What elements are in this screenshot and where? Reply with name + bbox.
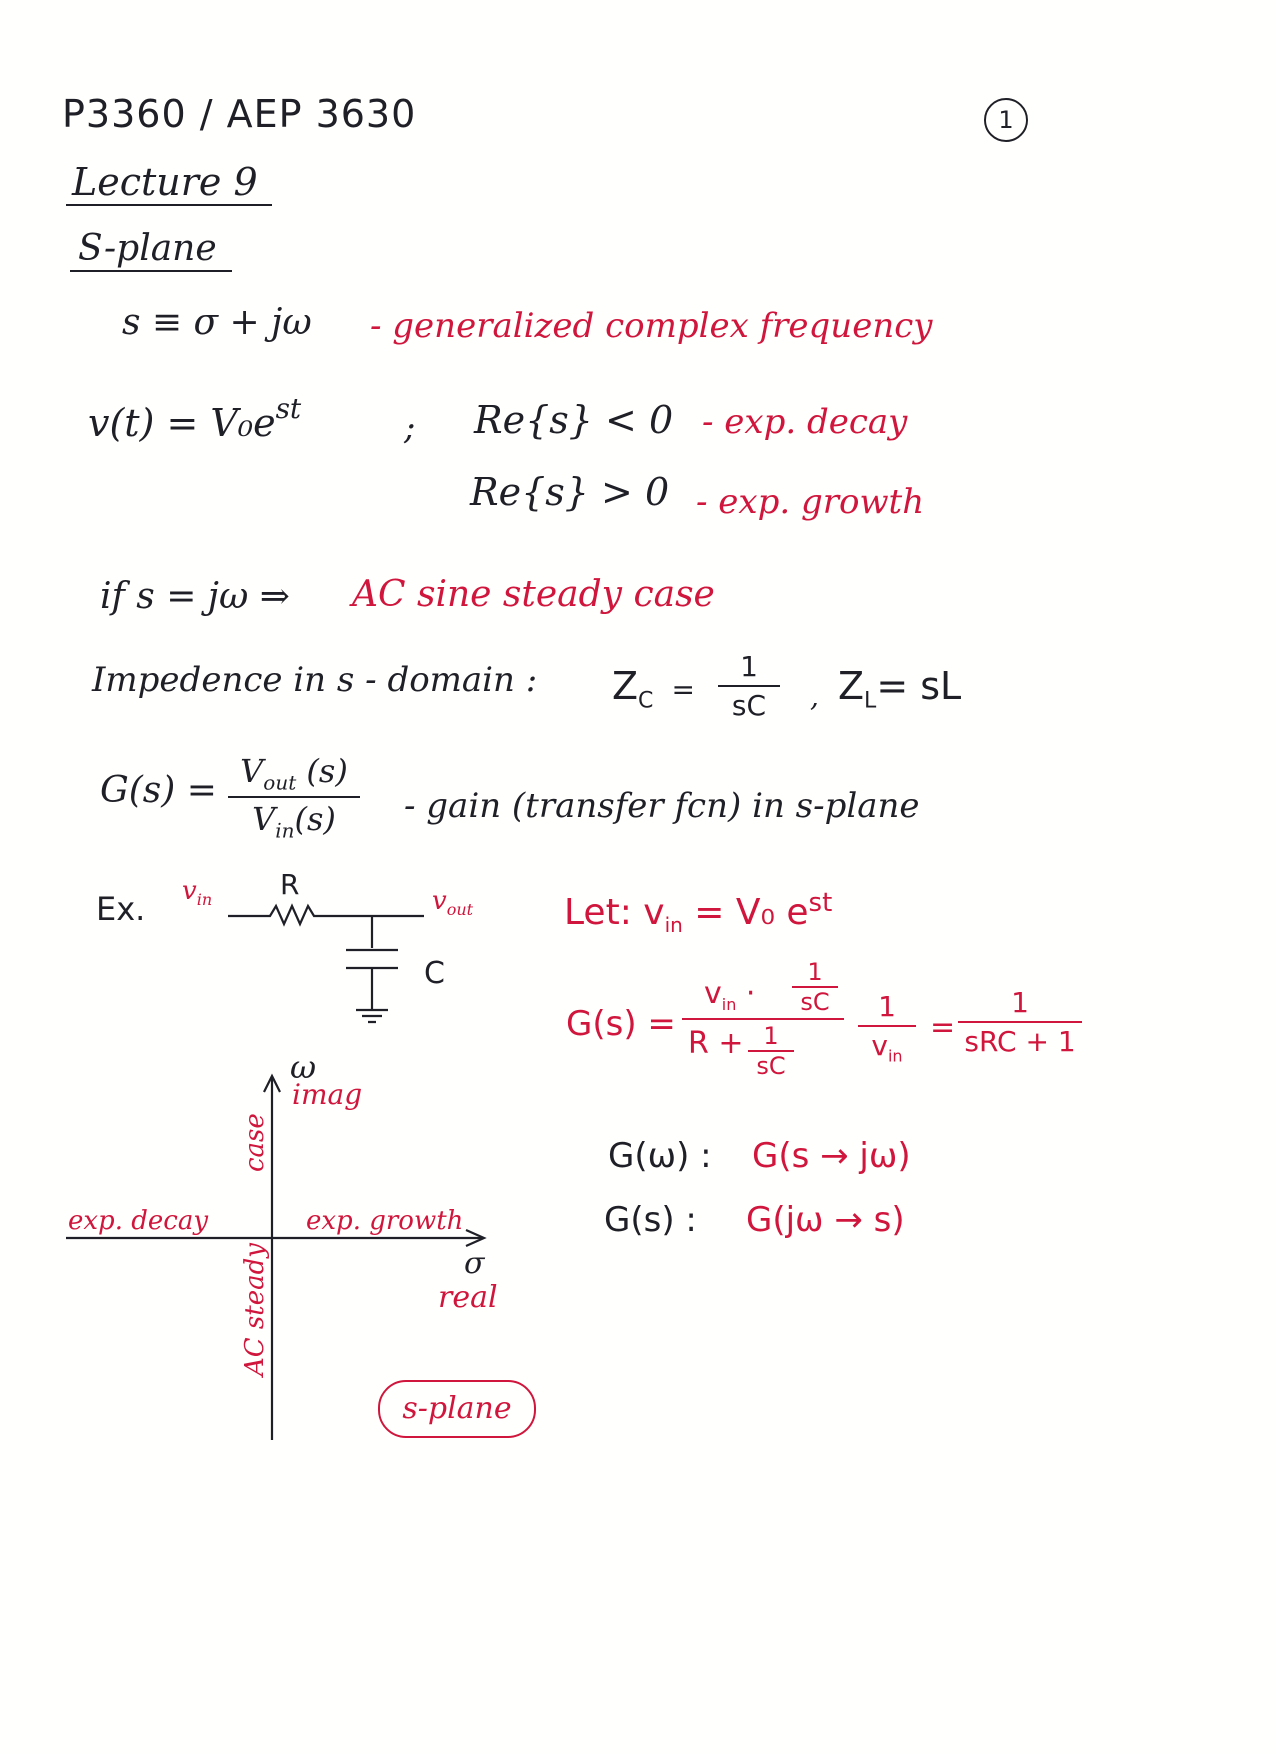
exp-decay-note: - exp. decay bbox=[702, 402, 908, 442]
resistor-label: R bbox=[280, 868, 300, 901]
signal-equation: $v(t) = V_0e^{st}$ bbox=[88, 392, 302, 445]
complex-frequency-note: - generalized complex frequency bbox=[370, 306, 933, 346]
zc-fraction: 1 sC bbox=[718, 650, 780, 722]
page-number: 1 bbox=[998, 106, 1014, 134]
case-vertical-label: case bbox=[240, 1113, 270, 1172]
impedance-label: Impedence in s - domain : bbox=[92, 660, 538, 700]
complex-frequency-equation: s ≡ σ + jω bbox=[122, 302, 312, 343]
s-plane-badge: s-plane bbox=[378, 1380, 536, 1438]
vout-label: $v_{out}$ bbox=[432, 886, 474, 920]
ac-condition: if s = jω ⇒ bbox=[100, 576, 290, 617]
zl-equation: $Z_L=$ sL bbox=[838, 664, 962, 714]
g-s-rhs: G(jω → s) bbox=[746, 1200, 905, 1240]
gain-lhs: G(s) = bbox=[100, 770, 217, 811]
real-label: real bbox=[438, 1280, 498, 1315]
g-s-lhs: G(s) : bbox=[604, 1200, 697, 1240]
g-omega-rhs: G(s → jω) bbox=[752, 1136, 911, 1176]
exp-growth-region-label: exp. growth bbox=[306, 1206, 464, 1236]
ac-steady-vertical-label: AC steady bbox=[240, 1243, 270, 1376]
let-equation: Let: $v_{in} = V_0$ $e^{st}$ bbox=[564, 888, 833, 938]
separator: ; bbox=[404, 408, 416, 448]
gs-equals: = bbox=[930, 1010, 956, 1045]
re-s-positive: Re{s} > 0 bbox=[470, 470, 670, 514]
omega-symbol: ω bbox=[290, 1048, 317, 1086]
exp-growth-note: - exp. growth bbox=[696, 482, 925, 522]
lecture-title: Lecture 9 bbox=[72, 160, 258, 204]
capacitor-label: C bbox=[424, 956, 445, 991]
gs-derivation-lhs: G(s) = bbox=[566, 1004, 676, 1044]
gs-result-fraction: 1 sRC + 1 bbox=[958, 986, 1082, 1058]
gain-note: - gain (transfer fcn) in s-plane bbox=[404, 786, 920, 826]
ac-case-note: AC sine steady case bbox=[352, 574, 715, 615]
g-omega-lhs: G(ω) : bbox=[608, 1136, 712, 1176]
sigma-symbol: σ bbox=[464, 1246, 485, 1281]
example-label: Ex. bbox=[96, 890, 146, 928]
gs-multiplier-fraction: 1 $v_{in}$ bbox=[858, 990, 916, 1066]
imag-label: imag bbox=[292, 1078, 363, 1111]
zc-symbol: $Z_C$ = bbox=[612, 664, 695, 714]
ground-symbol bbox=[356, 1010, 388, 1022]
course-code: P3360 / AEP 3630 bbox=[62, 92, 417, 136]
resistor-symbol bbox=[228, 906, 424, 924]
vin-label: $v_{in}$ bbox=[182, 876, 213, 910]
impedance-comma: , bbox=[810, 680, 819, 713]
section-title: S-plane bbox=[78, 228, 217, 269]
re-s-negative: Re{s} < 0 bbox=[474, 398, 674, 442]
rc-circuit-diagram bbox=[228, 906, 424, 1022]
exp-decay-region-label: exp. decay bbox=[68, 1206, 209, 1236]
gain-fraction: $V_{out}$ (s) $V_{in}(s)$ bbox=[228, 752, 360, 843]
gs-main-fraction: $v_{in}$ · 1 sC R + 1 sC bbox=[682, 958, 844, 1074]
